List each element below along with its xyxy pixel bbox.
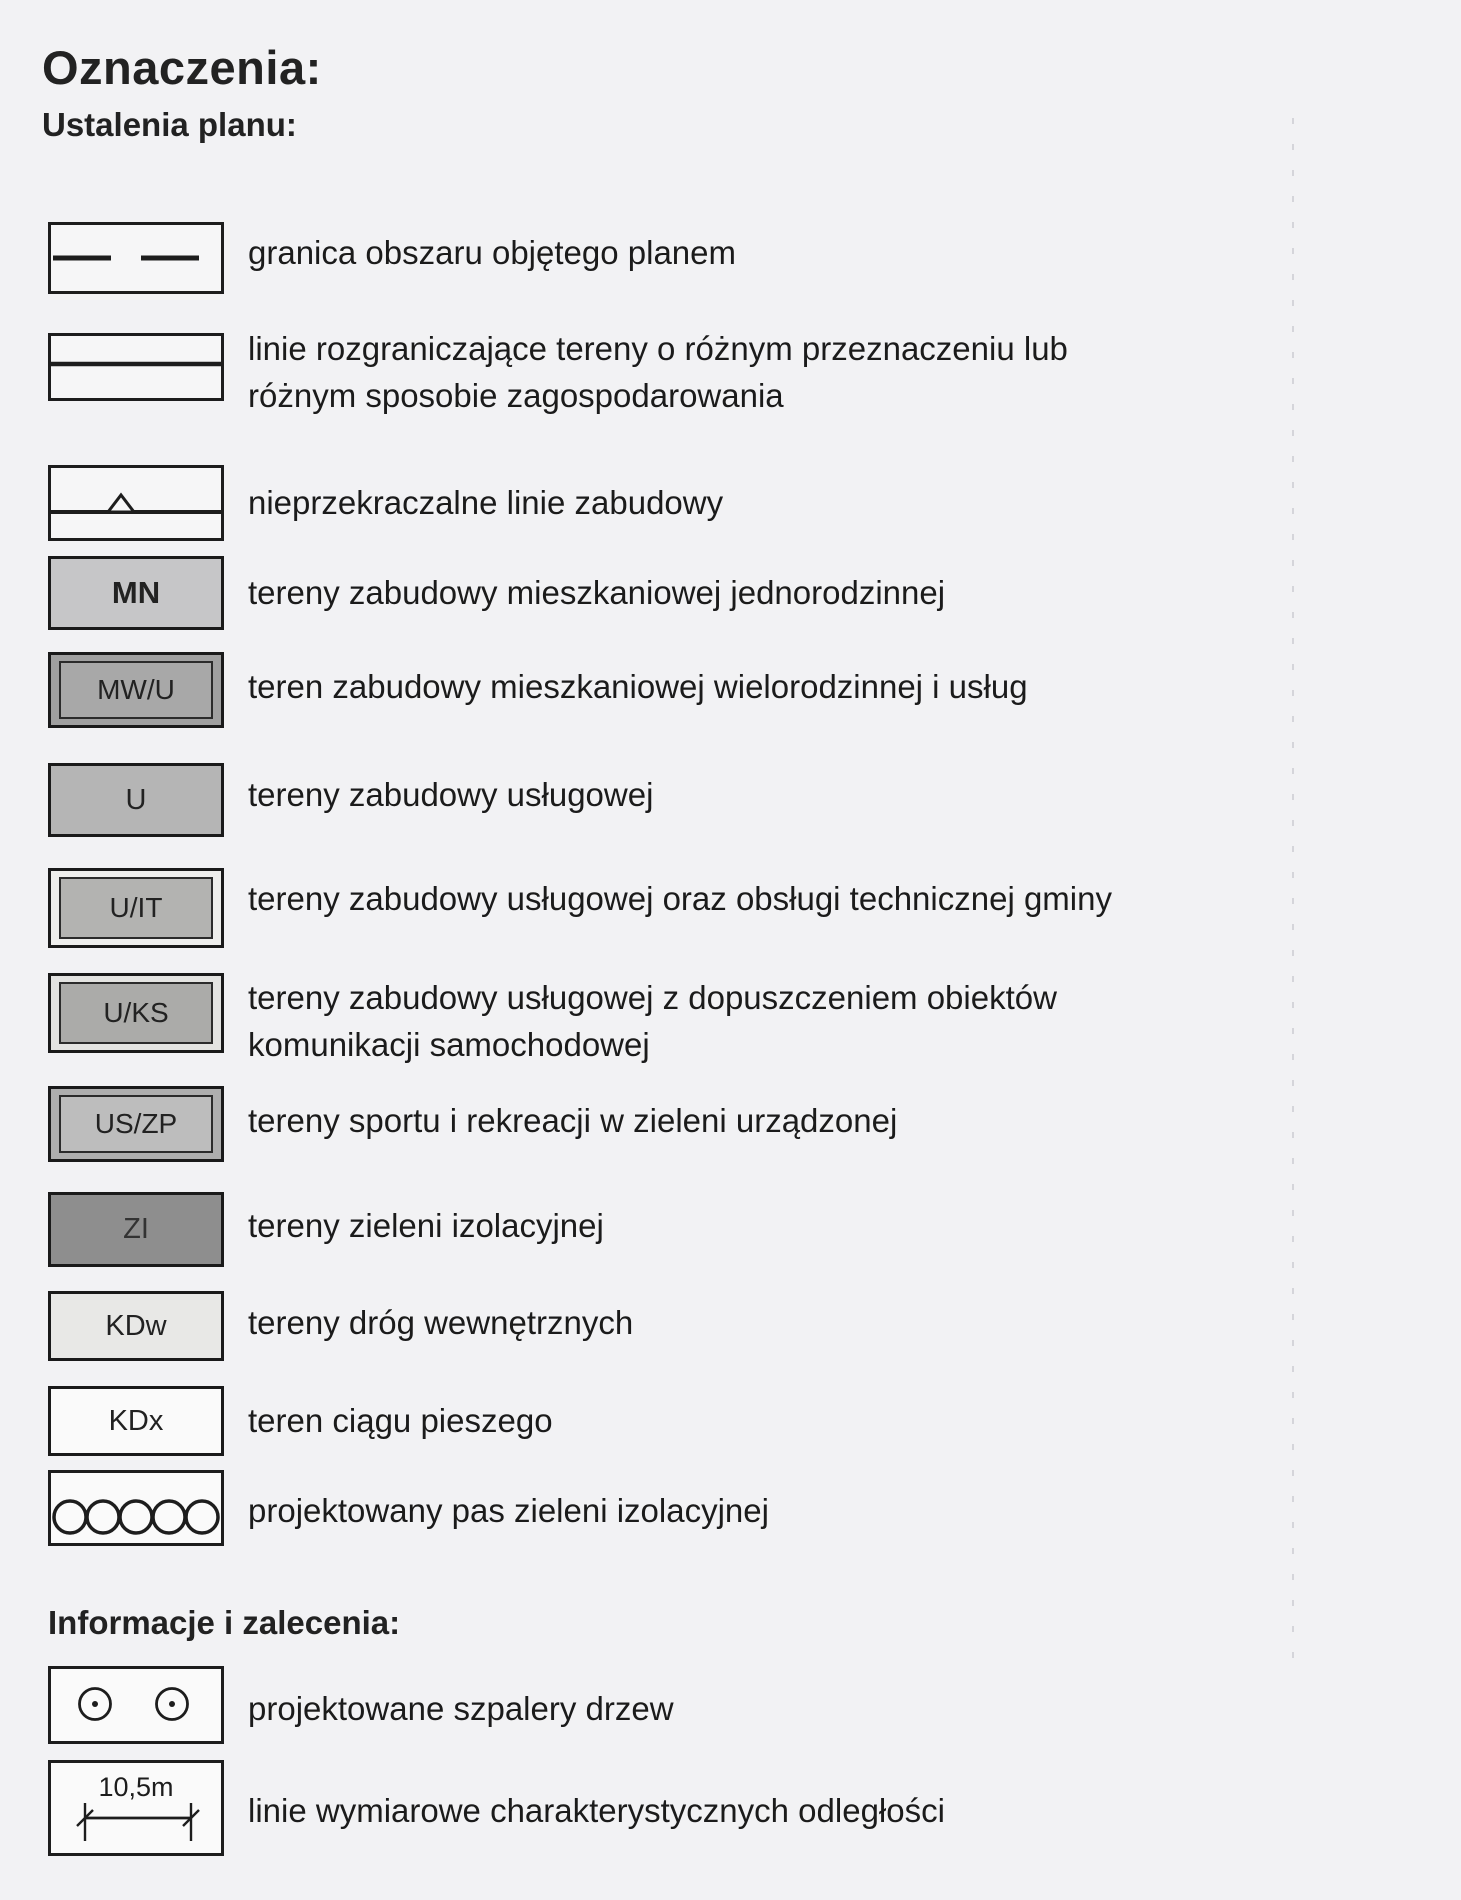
legend-label: teren ciągu pieszego bbox=[248, 1402, 553, 1439]
zone-code: U/KS bbox=[59, 982, 213, 1044]
legend-label: granica obszaru objętego planem bbox=[248, 234, 736, 271]
zone-code: KDw bbox=[105, 1309, 167, 1342]
legend-label: projektowane szpalery drzew bbox=[248, 1690, 674, 1727]
zone-box-kdw bbox=[48, 1291, 224, 1361]
tree-rows-symbol bbox=[48, 1666, 224, 1744]
legend-label: linie rozgraniczające tereny o różnym przeznaczeniu lub różnym sposobie zagospodarowania bbox=[248, 330, 1068, 414]
zone-box-uks bbox=[48, 973, 224, 1053]
dimension-symbol bbox=[48, 1760, 224, 1856]
zone-code: US/ZP bbox=[59, 1095, 213, 1153]
legend-label: tereny sportu i rekreacji w zieleni urządzonej bbox=[248, 1102, 898, 1139]
zone-code: U/IT bbox=[59, 877, 213, 939]
legend-label: teren zabudowy mieszkaniowej wielorodzinnej i usług bbox=[248, 668, 1028, 705]
legend-label: tereny dróg wewnętrznych bbox=[248, 1304, 634, 1341]
zone-code: ZI bbox=[123, 1213, 149, 1245]
zone-code: MN bbox=[111, 575, 161, 610]
zone-box-uszp bbox=[48, 1086, 224, 1162]
section-plan-heading: Ustalenia planu: bbox=[42, 106, 297, 143]
page-title: Oznaczenia: bbox=[42, 41, 322, 94]
dimension-line-icon bbox=[51, 1763, 221, 1853]
legend-label: linie wymiarowe charakterystycznych odległości bbox=[248, 1792, 945, 1829]
section-info-heading: Informacje i zalecenia: bbox=[48, 1604, 401, 1641]
legend-label: tereny zabudowy mieszkaniowej jednorodzinnej bbox=[248, 574, 946, 611]
zone-box-mn bbox=[48, 556, 224, 630]
zone-box-mwu bbox=[48, 652, 224, 728]
zone-code: U bbox=[125, 783, 147, 816]
circles-icon bbox=[51, 1473, 221, 1543]
tree-circles-icon bbox=[51, 1669, 221, 1741]
zone-box-uit bbox=[48, 868, 224, 948]
dividing-line-symbol bbox=[48, 333, 224, 401]
plan-boundary-symbol bbox=[48, 222, 224, 294]
scan-fold-artifact bbox=[1292, 118, 1294, 1678]
legend-label: tereny zabudowy usługowej oraz obsługi technicznej gminy bbox=[248, 880, 1112, 917]
zone-code: KDx bbox=[108, 1404, 164, 1437]
zone-box-kdx bbox=[48, 1386, 224, 1456]
green-belt-symbol bbox=[48, 1470, 224, 1546]
zone-box-zi bbox=[48, 1192, 224, 1267]
legend-label: tereny zabudowy usługowej bbox=[248, 776, 654, 813]
solid-line-icon bbox=[51, 336, 221, 398]
zone-box-u bbox=[48, 763, 224, 837]
legend-label: nieprzekraczalne linie zabudowy bbox=[248, 484, 724, 521]
building-limit-symbol bbox=[48, 465, 224, 541]
legend-label: projektowany pas zieleni izolacyjnej bbox=[248, 1492, 769, 1529]
dimension-value: 10,5m bbox=[98, 1772, 174, 1802]
legend-label: tereny zieleni izolacyjnej bbox=[248, 1207, 604, 1244]
legend-label: tereny zabudowy usługowej z dopuszczeniem obiektów komunikacji samochodowej bbox=[248, 979, 1057, 1063]
zone-code: MW/U bbox=[59, 661, 213, 719]
dashed-line-icon bbox=[51, 225, 221, 291]
triangle-line-icon bbox=[51, 468, 221, 538]
